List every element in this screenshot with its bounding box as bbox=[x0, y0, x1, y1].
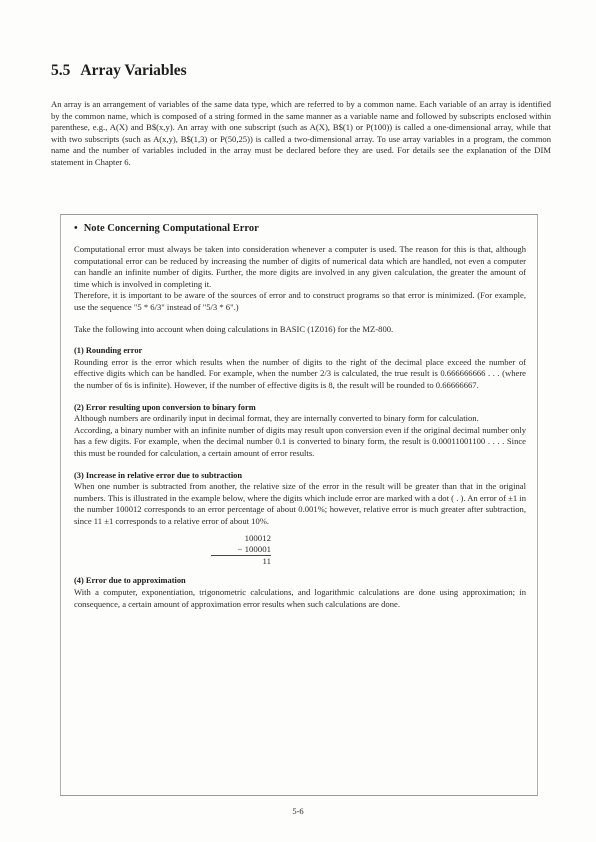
approximation-error-text: With a computer, exponentiation, trigonometric calculations, and logarithmic calculations are done using approximation; in consequence, a certain amount of approximation error results when such calculations are done. bbox=[74, 587, 526, 609]
heading-approximation-error: (4) Error due to approximation bbox=[74, 576, 186, 586]
note-paragraph-2: Therefore, it is important to be aware of the sources of error and to construct programs so that error is minimized. (For example, use the sequence "5 * 6/3" instead of "5/3 * 6".) bbox=[74, 290, 526, 312]
note-content bbox=[74, 223, 526, 610]
bullet-icon: • bbox=[74, 223, 78, 234]
note-title-text: Note Concerning Computational Error bbox=[83, 223, 259, 234]
calc-subtrahend: − 100001 bbox=[211, 544, 271, 556]
section-number: 5.5 bbox=[51, 62, 71, 79]
calc-result: 11 bbox=[262, 556, 271, 567]
heading-rounding-error: (1) Rounding error bbox=[74, 346, 143, 356]
section-title bbox=[51, 62, 187, 80]
subtraction-example bbox=[211, 533, 271, 567]
page-number: 5-6 bbox=[292, 806, 304, 816]
binary-conversion-text-1: Although numbers are ordinarily input in decimal format, they are internally converted to binary form for calculation. bbox=[74, 413, 479, 424]
note-paragraph-3: Take the following into account when doing calculations in BASIC (1Z016) for the MZ-800. bbox=[74, 323, 394, 334]
note-title bbox=[74, 223, 526, 234]
section-title-text: Array Variables bbox=[80, 62, 187, 79]
heading-subtraction-error: (3) Increase in relative error due to subtraction bbox=[74, 470, 243, 480]
calc-minuend: 100012 bbox=[244, 533, 271, 544]
subtraction-error-text: When one number is subtracted from another, the relative size of the error in the result will be greater than that in the original numbers. This is illustrated in the example below, where the digits which include error are marked with a dot ( . ). An error of ±1 in the number 100012 corresponds to an error percentage of about 0.001%; however, relative error is much greater after subtraction, since 11 ±1 corresponds to a relative error of about 10%. bbox=[74, 481, 526, 526]
binary-conversion-text-2: According, a binary number with an infinite number of digits may result upon conversion even if the original decimal number only has a few digits. For example, when the decimal number 0.1 is converted to binary form, the result is 0.00011001100 . . . . Since this must be rounded for calculation, a certain amount of error results. bbox=[74, 424, 526, 458]
rounding-error-text: Rounding error is the error which results when the number of digits to the right of the decimal place exceed the number of effective digits which can be handled. For example, when the number 2/3 is calculated, the true result is 0.666666666 . . . (where the number of 6s is infinite). However, if the number of effective digits is 8, the result will be rounded to 0.66666667. bbox=[74, 356, 526, 390]
heading-binary-conversion: (2) Error resulting upon conversion to binary form bbox=[74, 402, 256, 412]
intro-paragraph: An array is an arrangement of variables of the same data type, which are referred to by a common name. Each variable of an array is identified by the common name, which is composed of a string formed in the same manner as a variable name and followed by subscripts enclosed within parenthese, e.g., A(X) and B$(x,y). An array with one subscript (such as A(X), B$(1) or P(100)) is called a one-dimensional array, while that with two subscripts (such as A(x,y), B$(1,3) or P(50,25)) is called a two-dimensional array. To use array variables in a program, the common name and the number of variables included in the array must be declared before they are used. For details see the explanation of the DIM statement in Chapter 6. bbox=[51, 99, 551, 167]
note-box bbox=[60, 214, 538, 796]
note-paragraph-1: Computational error must always be taken into consideration whenever a computer is used. The reason for this is that, although computational error can be reduced by increasing the number of digits of numerical data which are handled, not even a computer can handle an infinite number of digits. Further, the more digits are involved in any given calculation, the greater the amount of time which is involved in completing it. bbox=[74, 244, 526, 289]
